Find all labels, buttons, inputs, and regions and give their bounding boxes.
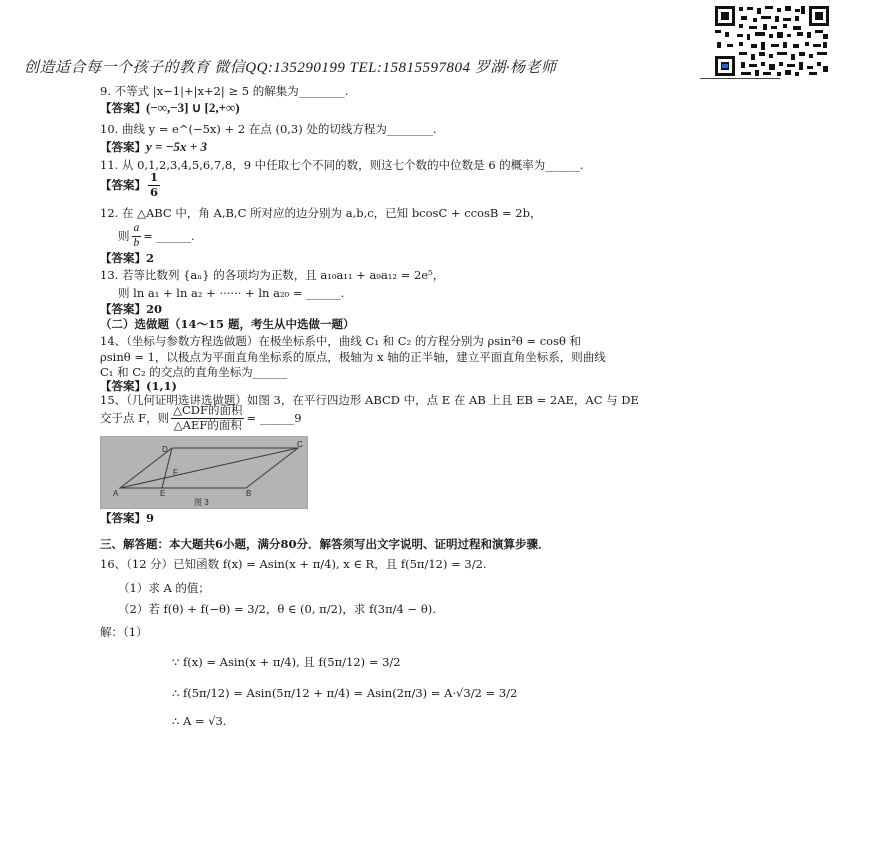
- question-16-intro: 16、（12 分）已知函数 f(x) = Asin(x + π/4), x ∈ R，且 f(5π/12) = 3/2.: [100, 557, 487, 571]
- figure-caption: 图 3: [194, 498, 209, 507]
- label-d: D: [162, 445, 168, 454]
- answer-value: (−∞,−3] ∪ [2,+∞): [146, 100, 240, 115]
- answer-value: 20: [146, 302, 163, 316]
- answer-label: 【答案】: [100, 251, 146, 265]
- question-10: 10. 曲线 y = e^(−5x) + 2 在点 (0,3) 处的切线方程为________.: [100, 122, 437, 136]
- header-slogan: 创造适合每一个孩子的教育 微信QQ:135290199 TEL:15815597804 罗湖·杨老师: [24, 60, 557, 76]
- question-12-prefix: 则: [118, 229, 130, 243]
- solution-step-3: ∴ A = √3.: [172, 714, 227, 728]
- label-e: E: [160, 489, 166, 498]
- answer-label: 【答案】: [100, 379, 146, 393]
- question-12: 12. 在 △ABC 中，角 A,B,C 所对应的边分别为 a,b,c，已知 bcosC + ccosB = 2b，: [100, 206, 542, 220]
- fraction-denominator: b: [133, 236, 140, 249]
- header-rule: [700, 78, 780, 79]
- question-12-fraction: [132, 223, 142, 249]
- qr-code-image: [713, 4, 831, 78]
- question-11: 11. 从 0,1,2,3,4,5,6,7,8，9 中任取七个不同的数，则这七个数的中位数是 6 的概率为______.: [100, 158, 584, 172]
- section-3-heading: 三、解答题：本大题共6小题，满分80分．解答须写出文字说明、证明过程和演算步骤．: [100, 537, 550, 551]
- question-16-part1: （1）求 A 的值；: [118, 581, 210, 595]
- question-9: 9. 不等式 |x−1|+|x+2| ≥ 5 的解集为________.: [100, 84, 349, 98]
- fraction-numerator: a: [132, 223, 142, 237]
- solution-step-2: ∴ f(5π/12) = Asin(5π/12 + π/4) = Asin(2π/3) = A·√3/2 = 3/2: [172, 686, 518, 700]
- question-13: 13. 若等比数列 {aₙ} 的各项均为正数，且 a₁₀a₁₁ + a₉a₁₂ = 2e⁵，: [100, 268, 445, 282]
- question-15-suffix: = ______9: [246, 411, 302, 425]
- answer-value: y = −5x + 3: [146, 139, 207, 154]
- label-f: F: [173, 468, 178, 477]
- question-15-prefix: 交于点 F，则: [100, 411, 170, 425]
- question-14-line3: C₁ 和 C₂ 的交点的直角坐标为______: [100, 365, 288, 379]
- answer-label: 【答案】: [100, 140, 146, 154]
- fraction-denominator: 6: [150, 184, 159, 199]
- answer-label: 【答案】: [100, 178, 146, 192]
- answer-value: (1,1): [146, 379, 177, 393]
- fraction-numerator: △CDF的面积: [173, 403, 243, 417]
- question-13-line2: 则 ln a₁ + ln a₂ + ······ + ln a₂₀ = ______.: [118, 286, 345, 300]
- label-b: B: [246, 489, 252, 498]
- question-15-fraction: [171, 405, 244, 431]
- section-optional-heading: （二）选做题（14～15 题，考生从中选做一题）: [100, 317, 355, 331]
- question-15-line1: 15、（几何证明选讲选做题）如图 3，在平行四边形 ABCD 中，点 E 在 AB 上且 EB = 2AE，AC 与 DE: [100, 393, 639, 407]
- fraction-denominator: △AEF的面积: [173, 417, 242, 432]
- question-14-line1: 14、（坐标与参数方程选做题）在极坐标系中，曲线 C₁ 和 C₂ 的方程分别为 ρsin²θ = cosθ 和: [100, 334, 582, 348]
- label-a: A: [113, 489, 119, 498]
- answer-value: 2: [146, 251, 155, 265]
- answer-label: 【答案】: [100, 302, 146, 316]
- question-16-part2: （2）若 f(θ) + f(−θ) = 3/2，θ ∈ (0, π/2)，求 f(3π/4 − θ).: [118, 602, 436, 616]
- answer-label: 【答案】: [100, 511, 146, 525]
- answer-fraction: [148, 172, 160, 198]
- fraction-numerator: 1: [150, 170, 159, 184]
- label-c: C: [297, 440, 303, 449]
- solution-step-1: ∵ f(x) = Asin(x + π/4), 且 f(5π/12) = 3/2: [172, 655, 401, 669]
- solution-label: 解：（1）: [100, 625, 148, 639]
- answer-value: 9: [146, 511, 155, 525]
- question-12-suffix: = ______.: [143, 229, 195, 243]
- question-14-line2: ρsinθ = 1，以极点为平面直角坐标系的原点，极轴为 x 轴的正半轴，建立平面直角坐标系，则曲线: [100, 350, 606, 364]
- figure-3-parallelogram: [100, 436, 308, 509]
- answer-label: 【答案】: [100, 101, 146, 115]
